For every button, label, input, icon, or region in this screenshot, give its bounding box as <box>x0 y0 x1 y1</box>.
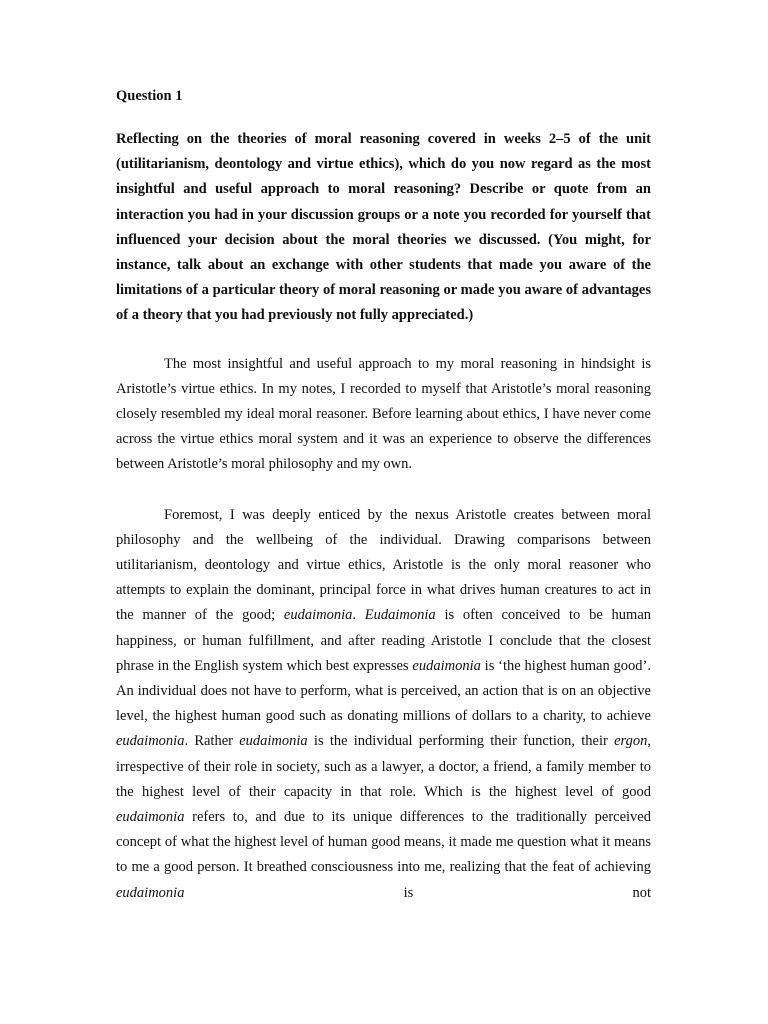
text-run: is often conceived to be human happiness, or human fulfillment, and after reading Aristotle I conclude that the closest phrase in the English system which best expresses <box>116 607 652 674</box>
italic-term: eudaimonia <box>283 607 353 624</box>
text-run: . <box>352 607 365 624</box>
text-run: is the individual performing their function, their <box>307 733 615 750</box>
italic-term: Eudaimonia <box>364 607 436 624</box>
question-prompt: Reflecting on the theories of moral reasoning covered in weeks 2–5 of the unit (utilitarianism, deontology and virtue ethics), which do you now regard as the most insightful and useful approach to moral reasoning? Describe or quote from an interaction you had in your discussion groups or a note you recorded for yourself that influenced your decision about the moral theories we discussed. (You might, for instance, talk about an exchange with other students that made you aware of the limitations of a particular theory of moral reasoning or made you aware of advantages of a theory that you had previously not fully appreciated.) <box>116 131 651 324</box>
answer-paragraph-1: The most insightful and useful approach to my moral reasoning in hindsight is Aristotle’s virtue ethics. In my notes, I recorded to myself that Aristotle’s moral reasoning closely resembled my ideal moral reasoner. Before learning about ethics, I have never come across the virtue ethics moral system and it was an experience to observe the differences between Aristotle’s moral philosophy and my own. <box>116 355 651 473</box>
question-heading: Question 1 <box>116 88 183 104</box>
italic-term: eudaimonia <box>412 657 481 674</box>
italic-term: eudaimonia <box>239 733 308 750</box>
answer-paragraph-2 <box>116 503 651 906</box>
text-run: , irrespective of their role in society, such as a lawyer, a doctor, a friend, a family member to the highest level of their capacity in that role. Which is the highest level of good <box>116 733 651 800</box>
italic-term: eudaimonia <box>116 809 185 826</box>
italic-term: eudaimonia <box>116 733 185 750</box>
document-page <box>116 86 651 906</box>
text-run: is ‘the highest human good’. An individual does not have to perform, what is perceived, an action that is on an objective level, the highest human good such as donating millions of dollars to a charity, to achieve <box>116 657 652 725</box>
italic-term: ergon <box>614 733 648 750</box>
italic-term: eudaimonia <box>116 884 185 901</box>
text-run: Foremost, I was deeply enticed by the nexus Aristotle creates between moral philosophy and the wellbeing of the individual. Drawing comparisons between utilitarianism, deontology and virtue ethics, Aristotle is the only moral reasoner who attempts to explain the dominant, principal force in what drives human creatures to act in the manner of the good; <box>116 506 651 624</box>
text-run: . Rather <box>184 733 240 750</box>
text-run: refers to, and due to its unique differences to the traditionally perceived concept of what the highest level of human good means, it made me question what it means to me a good person. It breathed consciousness into me, realizing that the feat of achieving <box>116 809 651 876</box>
text-run: is not <box>184 884 651 901</box>
